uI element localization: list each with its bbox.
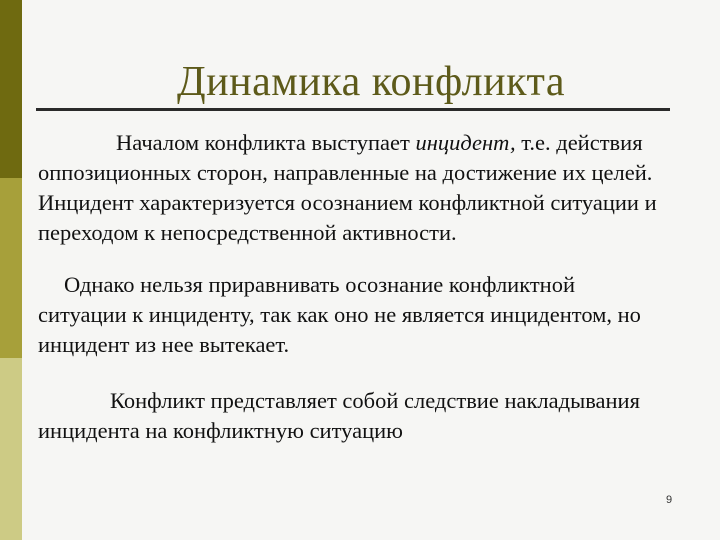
paragraph-line: инцидент из нее вытекает. (38, 332, 290, 357)
paragraph-line: оппозиционных сторон, направленные на достижение их целей. (38, 160, 653, 185)
paragraph-line: Инцидент характеризуется осознанием конфликтной ситуации и (38, 190, 657, 215)
side-bar-light-segment (0, 358, 22, 540)
paragraph-incident-definition (38, 128, 710, 248)
side-bar-mid-segment (0, 178, 22, 358)
paragraph-conflict-consequence (38, 386, 710, 446)
paragraph-line: инцидента на конфликтную ситуацию (38, 418, 403, 443)
paragraph-line: ситуации к инциденту, так как оно не является инцидентом, но (38, 302, 641, 327)
page-number: 9 (666, 494, 673, 506)
paragraph-line: переходом к непосредственной активности. (38, 220, 457, 245)
slide-title: Динамика конфликта (177, 59, 565, 105)
paragraph-line (38, 128, 710, 158)
paragraph-line: Однако нельзя приравнивать осознание конфликтной (64, 272, 576, 297)
paragraph-awareness (38, 270, 710, 360)
italic-term: инцидент, (415, 130, 516, 155)
text-segment: т.е. действия (515, 130, 643, 155)
title-underline (36, 108, 670, 111)
text-segment: Началом конфликта выступает (116, 130, 416, 155)
paragraph-line: Конфликт представляет собой следствие накладывания (110, 388, 640, 413)
side-bar-dark-segment (0, 0, 22, 178)
decorative-side-bar (0, 0, 22, 540)
